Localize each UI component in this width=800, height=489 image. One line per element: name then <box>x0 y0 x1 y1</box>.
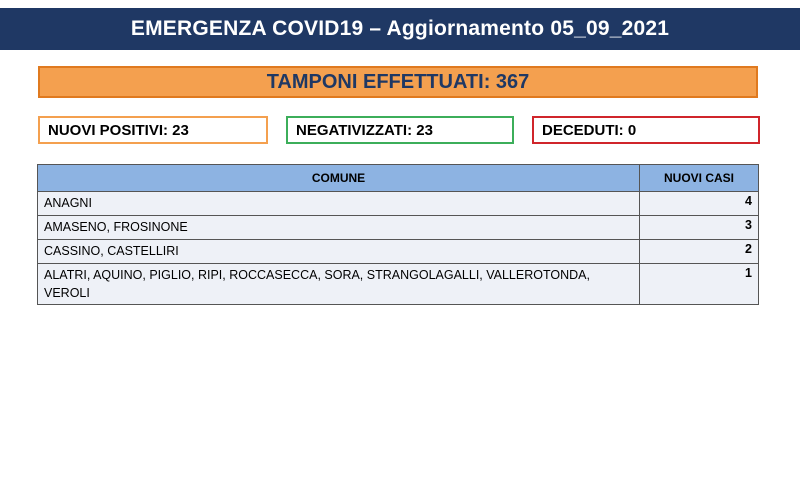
cell-comune: CASSINO, CASTELLIRI <box>38 240 640 264</box>
cell-nuovi-casi: 4 <box>640 192 759 216</box>
cell-nuovi-casi: 3 <box>640 216 759 240</box>
report-title-bar <box>0 8 800 50</box>
cell-nuovi-casi: 2 <box>640 240 759 264</box>
cases-table <box>37 164 759 305</box>
cell-nuovi-casi: 1 <box>640 264 759 305</box>
column-header-nuovi-casi: NUOVI CASI <box>640 165 759 192</box>
tamponi-label: TAMPONI EFFETTUATI: 367 <box>266 70 530 93</box>
cell-comune: AMASENO, FROSINONE <box>38 216 640 240</box>
column-header-comune: COMUNE <box>38 165 640 192</box>
table-row <box>38 240 759 264</box>
table-header-row <box>38 165 759 192</box>
deceduti-label: DECEDUTI: 0 <box>542 121 637 139</box>
tamponi-banner <box>38 66 758 98</box>
negativizzati-box <box>286 116 514 144</box>
nuovi-positivi-box <box>38 116 268 144</box>
nuovi-positivi-label: NUOVI POSITIVI: 23 <box>48 121 189 139</box>
cell-comune: ALATRI, AQUINO, PIGLIO, RIPI, ROCCASECCA, SORA, STRANGOLAGALLI, VALLEROTONDA, VEROLI <box>38 264 640 305</box>
table-row <box>38 264 759 305</box>
table-row <box>38 216 759 240</box>
negativizzati-label: NEGATIVIZZATI: 23 <box>296 121 433 139</box>
table-row <box>38 192 759 216</box>
report-title: EMERGENZA COVID19 – Aggiornamento 05_09_2021 <box>130 17 670 40</box>
cell-comune: ANAGNI <box>38 192 640 216</box>
deceduti-box <box>532 116 760 144</box>
